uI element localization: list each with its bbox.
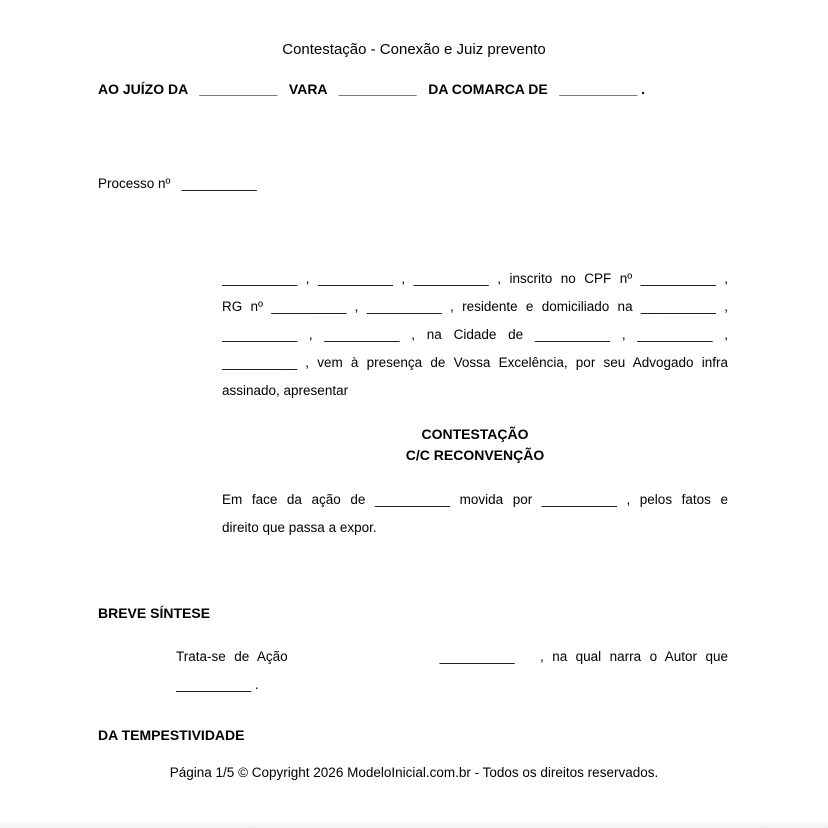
pleading-heading xyxy=(222,424,728,466)
facing-line: direito que passa a expor. xyxy=(222,520,377,535)
page-footer-copyright: Página 1/5 © Copyright 2026 ModeloInicial.com.br - Todos os direitos reservados. xyxy=(169,765,659,780)
qualification-line: __________ , __________ , na Cidade de __________ , __________ , xyxy=(222,327,728,342)
facing-line: Em face da ação de __________ movida por __________ , pelos fatos e xyxy=(222,492,728,507)
addressing-line: AO JUÍZO DA __________ VARA __________ DA COMARCA DE __________ . xyxy=(98,81,646,97)
synthesis-paragraph xyxy=(176,643,728,699)
pleading-heading-line-2: C/C RECONVENÇÃO xyxy=(405,447,545,463)
qualification-line: RG nº __________ , __________ , residente e domiciliado na __________ , xyxy=(222,299,728,314)
page-bottom-shadow xyxy=(0,820,828,828)
qualification-line: __________ , vem à presença de Vossa Excelência, por seu Advogado infra xyxy=(222,355,728,370)
qualification-line: __________ , __________ , __________ , inscrito no CPF nº __________ , xyxy=(222,271,728,286)
facing-paragraph xyxy=(222,486,728,542)
section-title-breve-sintese: BREVE SÍNTESE xyxy=(98,605,211,621)
process-number-line: Processo nº __________ xyxy=(98,176,257,191)
qualification-line: assinado, apresentar xyxy=(222,383,349,398)
page-title: Contestação - Conexão e Juiz prevento xyxy=(282,41,546,58)
qualification-paragraph xyxy=(222,265,728,405)
pleading-heading-line-1: CONTESTAÇÃO xyxy=(421,426,529,442)
synthesis-line: __________ . xyxy=(176,677,259,692)
section-title-tempestividade: DA TEMPESTIVIDADE xyxy=(98,727,245,743)
synthesis-line: Trata-se de Ação __________ , na qual narra o Autor que xyxy=(176,649,728,664)
